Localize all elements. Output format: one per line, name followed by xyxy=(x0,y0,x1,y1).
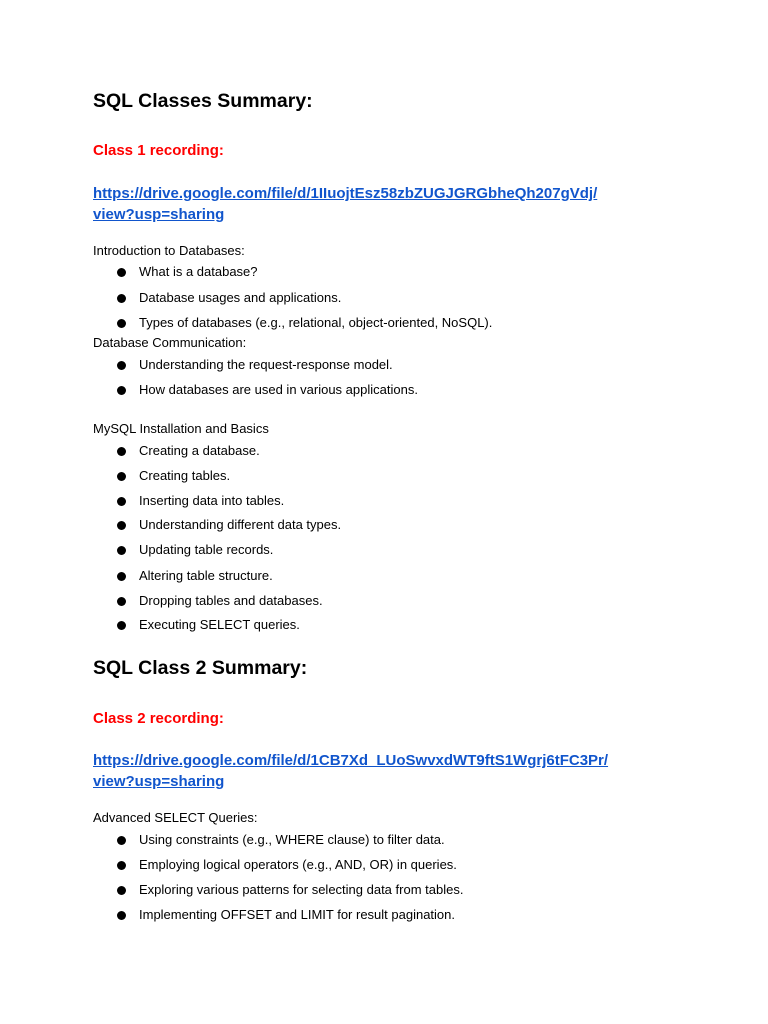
class1-title: SQL Classes Summary: xyxy=(93,90,313,112)
document-page: SQL Classes Summary: Class 1 recording: https://drive.google.com/file/d/1IIuojtEsz58zbZUGJGRGbheQh207gVdj/ view?usp=sharing Introduction to Databases: What is a database? Database usages and applications. Types of databases (e.g., relational, object-oriented, NoSQL). Database Communication: Understanding the request-response model. How databases are used in various applications. MySQL Installation and Basics Creating a database. Creating tables. Inserting data into tables. Understanding different data types. Updating table records. Altering table structure. Dropping tables and databases. Executing SELECT queries. SQL Class 2 Summary: Class 2 recording: https://drive.google.com/file/d/1CB7Xd_LUoSwvxdWT9ftS1Wgrj6tFC3Pr/ view?usp=sharing Advanced SELECT Queries: Using constraints (e.g., WHERE clause) to filter data. Employing logical operators (e.g., AND, OR) in queries. Exploring various patterns for selecting data from tables. Implementing OFFSET and LIMIT for result pagination. xyxy=(0,0,768,1024)
bullet-icon xyxy=(117,621,126,630)
bullet-icon xyxy=(117,836,126,845)
class2-link-line1[interactable]: https://drive.google.com/file/d/1CB7Xd_LUoSwvxdWT9ftS1Wgrj6tFC3Pr/ xyxy=(93,752,609,769)
bullet-icon xyxy=(117,521,126,530)
bullet-icon xyxy=(117,268,126,277)
class1-link-line1[interactable]: https://drive.google.com/file/d/1IIuojtEsz58zbZUGJGRGbheQh207gVdj/ xyxy=(93,185,598,202)
bullet-icon xyxy=(117,572,126,581)
bullet-icon xyxy=(117,294,126,303)
class1-recording-link[interactable] xyxy=(93,183,597,225)
bullet-icon xyxy=(117,497,126,506)
bullet-icon xyxy=(117,472,126,481)
bullet-icon xyxy=(117,386,126,395)
class2-recording-label: Class 2 recording: xyxy=(93,710,224,727)
bullet-icon xyxy=(117,447,126,456)
bullet-icon xyxy=(117,597,126,606)
bullet-icon xyxy=(117,886,126,895)
class1-link-line2[interactable]: view?usp=sharing xyxy=(93,206,225,223)
section-heading-intro: Introduction to Databases: xyxy=(93,243,245,258)
bullet-icon xyxy=(117,319,126,328)
class2-title: SQL Class 2 Summary: xyxy=(93,657,308,679)
bullet-icon xyxy=(117,361,126,370)
bullet-icon xyxy=(117,861,126,870)
class2-link-line2[interactable]: view?usp=sharing xyxy=(93,773,225,790)
section-heading-mysql: MySQL Installation and Basics xyxy=(93,421,269,436)
bullet-icon xyxy=(117,911,126,920)
section-heading-advanced-select: Advanced SELECT Queries: xyxy=(93,810,258,825)
class2-recording-link[interactable] xyxy=(93,750,608,792)
section-heading-communication: Database Communication: xyxy=(93,335,247,350)
bullet-icon xyxy=(117,546,126,555)
class1-recording-label: Class 1 recording: xyxy=(93,142,224,159)
